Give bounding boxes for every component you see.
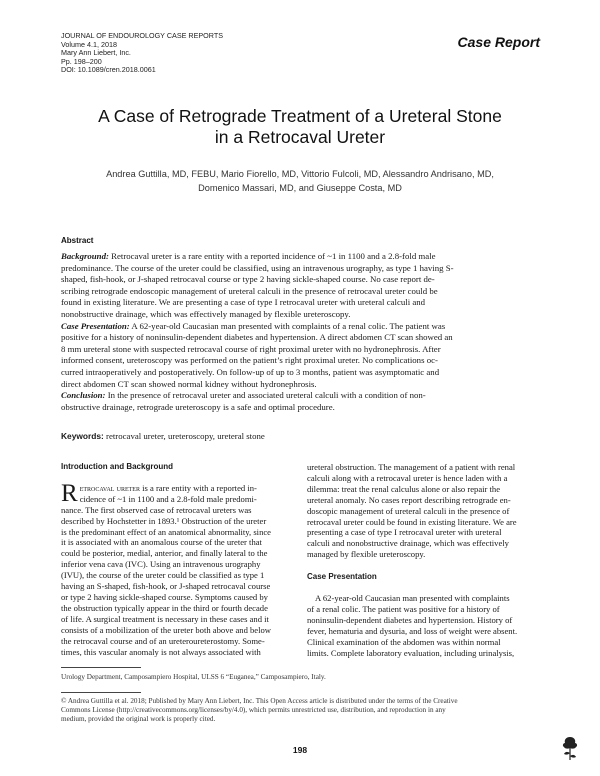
body-line: etrocaval ureter is a rare entity with a reported in-: [79, 482, 257, 493]
background-label: Background:: [61, 251, 109, 261]
abstract-line: found in existing literature. We are presenting a case of type I retrocaval ureter with ureteral calculi and: [61, 297, 426, 308]
body-line: noninsulin-dependent diabetes and hypertension. History of: [307, 614, 513, 625]
abstract-line: curred intraoperatively and postoperatively. On follow-up of up to 3 months, patient was asymptomatic and: [61, 366, 440, 377]
body-line: calculi and nonobstructive drainage, which was effectively: [307, 538, 509, 549]
license-rule: [61, 692, 141, 693]
footnote-rule: [61, 667, 141, 668]
journal-meta: [61, 32, 361, 75]
body-line: cidence of ~1 in 1100 and a 2.8-fold male predomi-: [79, 493, 257, 504]
abstract-line: nonobstructive drainage, which was effectively managed by flexible ureteroscopy.: [61, 308, 351, 319]
body-line: retrocaval ureter could be found in existing literature. We are: [307, 516, 517, 527]
body-line: described by Hochstetter in 1893.¹ Obstruction of the ureter: [61, 515, 267, 526]
body-line: the retrocaval course and of an ureteroureterostomy. Some-: [61, 635, 265, 646]
abstract-line: Case Presentation: A 62-year-old Caucasian man presented with complaints of a renal colic. The patient was: [61, 320, 446, 331]
body-line: consists of a mobilization of the ureter both above and below: [61, 624, 272, 635]
abstract-line: obstructive drainage, retrograde ureteroscopy is a safe and optimal procedure.: [61, 401, 335, 412]
journal-pages: Pp. 198–200: [61, 56, 102, 66]
abstract-body: [61, 251, 545, 413]
case-presentation-label: Case Presentation:: [61, 320, 130, 331]
liebert-rose-logo-icon: [559, 734, 581, 762]
title-line: in a Retrocaval Ureter: [214, 127, 386, 147]
abstract-line: Background: Retrocaval ureter is a rare entity with a reported incidence of ~1 in 1100 and a 2.8-fold male: [61, 251, 436, 261]
title-line: A Case of Retrograde Treatment of a Ureteral Stone: [98, 106, 502, 126]
body-line: ureteral obstruction. The management of a patient with renal: [307, 462, 516, 472]
body-line: it is associated with an anomalous course of the ureter that: [61, 537, 262, 548]
body-line: the obstruction typically appear in the third or fourth decade: [61, 602, 268, 613]
body-line: of a renal colic. The patient was positive for a history of: [307, 603, 500, 614]
abstract-line: 8 mm ureteral stone with suspected retrocaval course of right proximal ureter with no hydronephrosis. After: [61, 343, 441, 354]
conclusion-label: Conclusion:: [61, 390, 106, 401]
body-line: A 62-year-old Caucasian man presented with complaints: [315, 593, 510, 604]
body-line: times, this vascular anomaly is not always associated with: [61, 646, 261, 657]
right-column: [307, 462, 539, 659]
keywords-text: retrocaval ureter, ureteroscopy, ureteral stone: [103, 431, 265, 441]
abstract-line: shaped, fish-hook, or J-shaped retrocaval course or type 2 having sickle-shaped course. No case report de-: [61, 274, 435, 285]
body-line: is the predominant effect of an anatomical abnormality, since: [61, 526, 271, 537]
affiliation: Urology Department, Camposampiero Hospital, ULSS 6 “Euganea,” Camposampiero, Italy.: [61, 673, 326, 681]
body-line: limits. Complete laboratory evaluation, including urinalysis,: [307, 647, 515, 658]
abstract-line: direct abdomen CT scan showed normal kidney without hydronephrosis.: [61, 378, 317, 389]
left-column: [61, 462, 293, 657]
journal-volume: Volume 4.1, 2018: [61, 39, 117, 49]
license-text: [61, 697, 546, 724]
keywords-label: Keywords:: [61, 431, 104, 441]
license-line: medium, provided the original work is properly cited.: [61, 715, 216, 723]
section-heading-case: Case Presentation: [307, 572, 377, 582]
body-line: (IVU), the course of the ureter could be classified as type 1: [61, 570, 265, 581]
body-line: presenting a case of type I retrocaval ureter with ureteral: [307, 527, 502, 538]
body-line: nance. The first observed case of retrocaval ureters was: [61, 504, 252, 515]
journal-doi[interactable]: DOI: 10.1089/cren.2018.0061: [61, 65, 156, 75]
journal-name: JOURNAL OF ENDOUROLOGY CASE REPORTS: [61, 31, 224, 40]
article-title: [60, 106, 540, 148]
license-line[interactable]: Commons License (http://creativecommons.org/licenses/by/4.0), which permits unrestricted use, distribution, and reproduction in any: [61, 706, 446, 714]
keywords: [61, 431, 265, 441]
body-line: having an S-shaped, fish-hook, or J-shaped retrocaval course: [61, 581, 271, 592]
author-line: Andrea Guttilla, MD, FEBU, Mario Fiorello, MD, Vittorio Fulcoli, MD, Alessandro Andrisano, MD,: [106, 169, 494, 179]
body-line: fever, hematuria and dysuria, and loss of weight were absent.: [307, 625, 518, 636]
dropcap: R: [61, 479, 78, 507]
body-line: could be posterior, medial, anterior, and finally lateral to the: [61, 548, 268, 559]
body-line: inferior vena cava (IVC). Using an intravenous urography: [61, 559, 261, 570]
body-line: doscopic management of ureteral calculi in the presence of: [307, 505, 510, 516]
body-line: or type 2 having sickle-shaped course. Symptoms caused by: [61, 591, 268, 602]
body-line: dilemma: treat the renal calculus alone or also repair the: [307, 483, 501, 494]
body-line: ureteral anomaly. No cases report describing retrograde en-: [307, 494, 511, 505]
body-line: of life. A surgical treatment is necessary in these cases and it: [61, 613, 269, 624]
journal-publisher: Mary Ann Liebert, Inc.: [61, 48, 131, 58]
article-type-label: Case Report: [457, 34, 540, 50]
author-list: [60, 167, 540, 195]
section-heading-intro: Introduction and Background: [61, 462, 173, 471]
abstract-heading: Abstract: [61, 236, 94, 245]
body-line: calculi along with a retrocaval ureter is hence laden with a: [307, 472, 508, 483]
abstract-line: informed consent, ureteroscopy was performed on the patient’s right proximal ureter. No complications oc-: [61, 355, 438, 366]
abstract-line: Conclusion: In the presence of retrocaval ureter and associated ureteral calculi with a condition of non-: [61, 390, 426, 401]
abstract-line: scribing retrograde endoscopic management of ureteral calculi in the presence of retrocaval ureter could be: [61, 285, 438, 296]
page-number: 198: [292, 745, 308, 755]
abstract-line: positive for a history of noninsulin-dependent diabetes and hypertension. A direct abdomen CT scan showed an: [61, 332, 453, 343]
author-line: Domenico Massari, MD, and Giuseppe Costa, MD: [198, 183, 402, 193]
body-line: Clinical examination of the abdomen was within normal: [307, 636, 501, 647]
abstract-line: predominance. The course of the ureter could be classified, using an intravenous urography, as type 1 having S-: [61, 262, 454, 273]
license-line: © Andrea Guttilla et al. 2018; Published by Mary Ann Liebert, Inc. This Open Access article is distributed under the terms of the Creative: [61, 697, 458, 705]
body-line: managed by flexible ureteroscopy.: [307, 549, 426, 560]
